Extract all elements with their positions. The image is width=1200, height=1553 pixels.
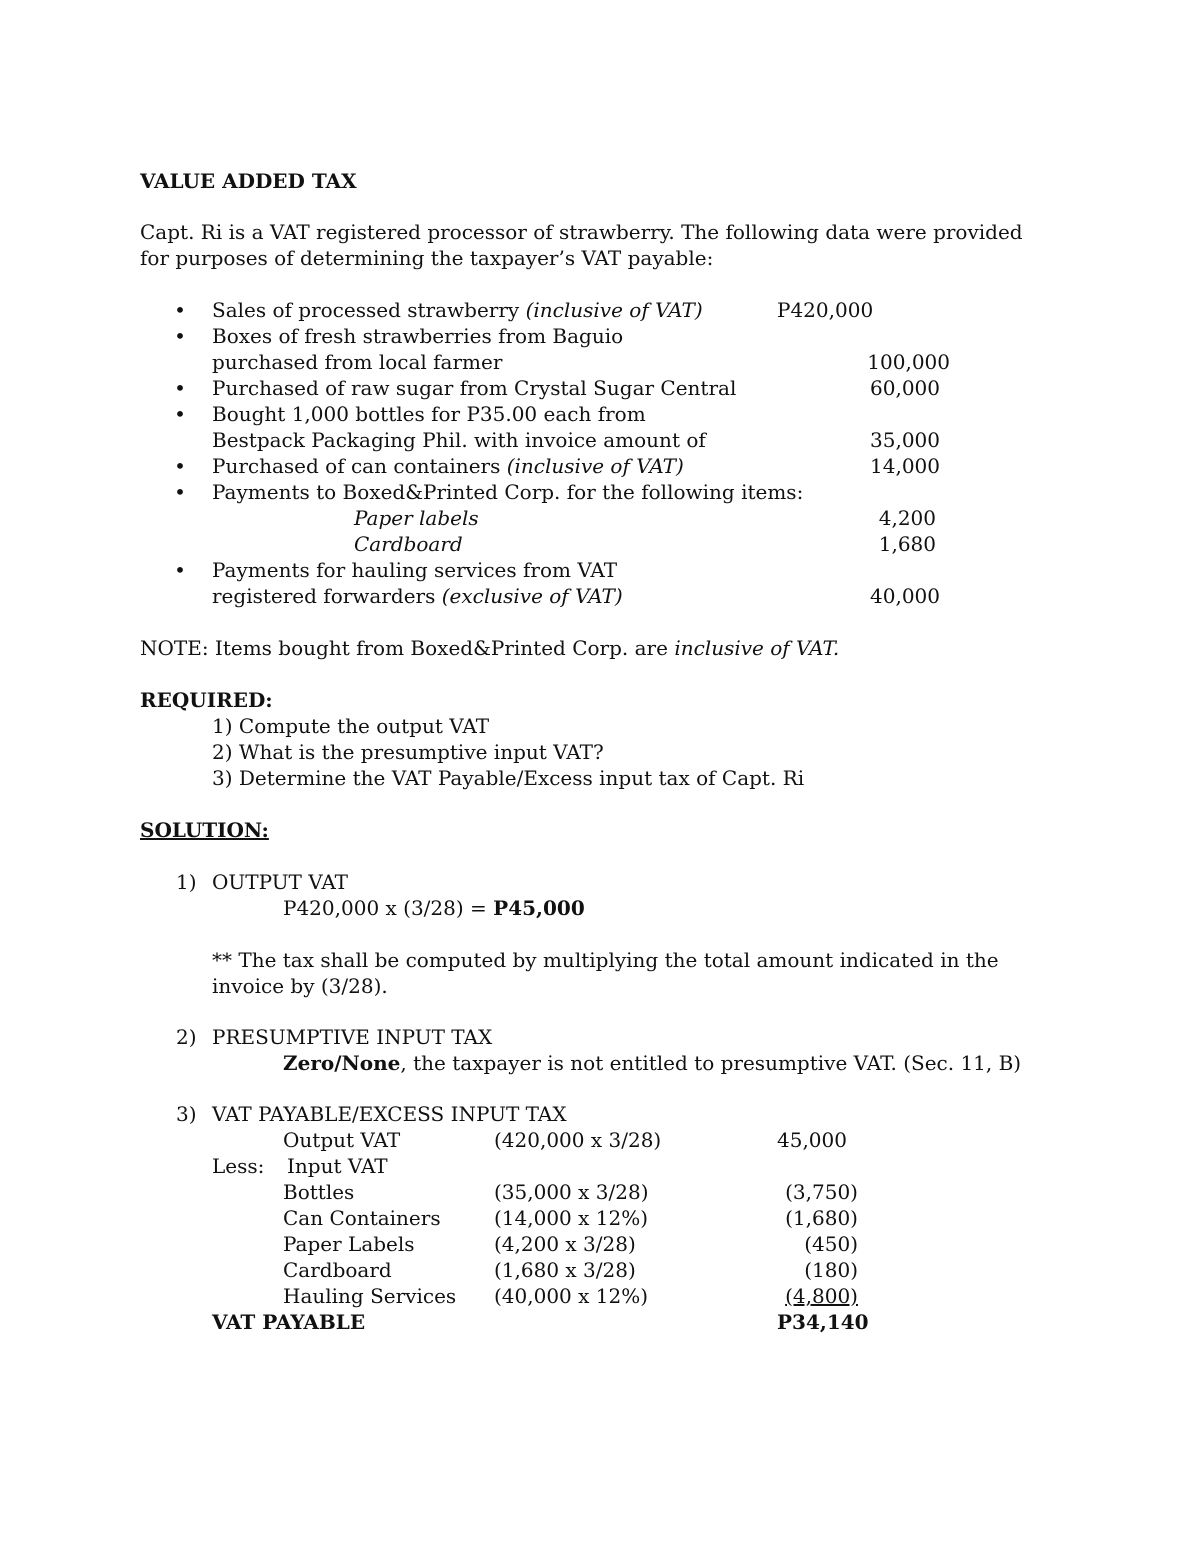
item-bottles-line-2: Bestpack Packaging Phil. with invoice amount of xyxy=(212,428,706,452)
note: NOTE: Items bought from Boxed&Printed Corp. are inclusive of VAT. xyxy=(140,636,840,660)
solution-2-title: PRESUMPTIVE INPUT TAX xyxy=(212,1025,493,1049)
intro-line-1: Capt. Ri is a VAT registered processor of strawberry. The following data were provided xyxy=(140,220,1023,244)
table-row-amount: (4,800) xyxy=(785,1284,858,1308)
item-paper-labels-amount: 4,200 xyxy=(878,506,936,530)
item-paper-labels: Paper labels xyxy=(354,506,479,530)
output-vat-calc: (420,000 x 3/28) xyxy=(494,1128,662,1152)
required-q3: 3) Determine the VAT Payable/Excess input tax of Capt. Ri xyxy=(212,766,805,790)
table-row-calc: (1,680 x 3/28) xyxy=(494,1258,636,1282)
item-bottles-amount: 35,000 xyxy=(870,428,940,452)
solution-2-number: 2) xyxy=(176,1025,197,1049)
less-label: Less: xyxy=(212,1154,265,1178)
item-hauling-line-1: Payments for hauling services from VAT xyxy=(212,558,618,582)
vat-payable-amount: P34,140 xyxy=(777,1310,869,1334)
output-vat-amount: 45,000 xyxy=(777,1128,847,1152)
item-sugar-amount: 60,000 xyxy=(870,376,940,400)
item-sales: Sales of processed strawberry (inclusive of VAT) xyxy=(212,298,703,322)
solution-1-note-line-1: ** The tax shall be computed by multiplying the total amount indicated in the xyxy=(212,948,999,972)
solution-2-answer: Zero/None, the taxpayer is not entitled to presumptive VAT. (Sec. 11, B) xyxy=(283,1051,1022,1075)
item-sugar: Purchased of raw sugar from Crystal Sugar Central xyxy=(212,376,737,400)
table-row-calc: (40,000 x 12%) xyxy=(494,1284,649,1308)
item-boxed: Payments to Boxed&Printed Corp. for the following items: xyxy=(212,480,804,504)
item-bottles-line-1: Bought 1,000 bottles for P35.00 each from xyxy=(212,402,646,426)
solution-3-number: 3) xyxy=(176,1102,197,1126)
item-cardboard: Cardboard xyxy=(354,532,463,556)
solution-heading: SOLUTION: xyxy=(140,818,269,842)
item-cardboard-amount: 1,680 xyxy=(878,532,936,556)
table-row-label: Bottles xyxy=(283,1180,355,1204)
table-row-label: Can Containers xyxy=(283,1206,441,1230)
bullet-icon: • xyxy=(174,324,186,348)
bullet-icon: • xyxy=(174,298,186,322)
bullet-icon: • xyxy=(174,376,186,400)
item-boxes-line-1: Boxes of fresh strawberries from Baguio xyxy=(212,324,624,348)
intro-line-2: for purposes of determining the taxpayer’s VAT payable: xyxy=(140,246,714,270)
item-hauling-line-2: registered forwarders (exclusive of VAT) xyxy=(212,584,623,608)
solution-1-number: 1) xyxy=(176,870,197,894)
solution-1-formula: P420,000 x (3/28) = P45,000 xyxy=(283,896,585,920)
required-q1: 1) Compute the output VAT xyxy=(212,714,490,738)
vat-payable-label: VAT PAYABLE xyxy=(212,1310,366,1334)
table-row-amount: (1,680) xyxy=(785,1206,858,1230)
solution-1-note-line-2: invoice by (3/28). xyxy=(212,974,388,998)
item-boxes-line-2: purchased from local farmer xyxy=(212,350,503,374)
table-row-calc: (35,000 x 3/28) xyxy=(494,1180,649,1204)
bullet-icon: • xyxy=(174,402,186,426)
bullet-icon: • xyxy=(174,480,186,504)
document-title: VALUE ADDED TAX xyxy=(140,169,357,193)
table-row-amount: (450) xyxy=(804,1232,858,1256)
output-vat-label: Output VAT xyxy=(283,1128,401,1152)
table-row-amount: (3,750) xyxy=(785,1180,858,1204)
table-row-label: Cardboard xyxy=(283,1258,392,1282)
item-sales-amount: P420,000 xyxy=(777,298,874,322)
input-vat-label: Input VAT xyxy=(287,1154,388,1178)
table-row-amount: (180) xyxy=(804,1258,858,1282)
required-q2: 2) What is the presumptive input VAT? xyxy=(212,740,604,764)
table-row-label: Paper Labels xyxy=(283,1232,415,1256)
table-row-label: Hauling Services xyxy=(283,1284,457,1308)
solution-1-title: OUTPUT VAT xyxy=(212,870,349,894)
item-boxes-amount: 100,000 xyxy=(867,350,950,374)
solution-3-title: VAT PAYABLE/EXCESS INPUT TAX xyxy=(212,1102,567,1126)
required-heading: REQUIRED: xyxy=(140,688,273,712)
bullet-icon: • xyxy=(174,558,186,582)
item-cans-amount: 14,000 xyxy=(870,454,940,478)
item-hauling-amount: 40,000 xyxy=(870,584,940,608)
table-row-calc: (4,200 x 3/28) xyxy=(494,1232,636,1256)
bullet-icon: • xyxy=(174,454,186,478)
table-row-calc: (14,000 x 12%) xyxy=(494,1206,649,1230)
item-cans: Purchased of can containers (inclusive of VAT) xyxy=(212,454,684,478)
